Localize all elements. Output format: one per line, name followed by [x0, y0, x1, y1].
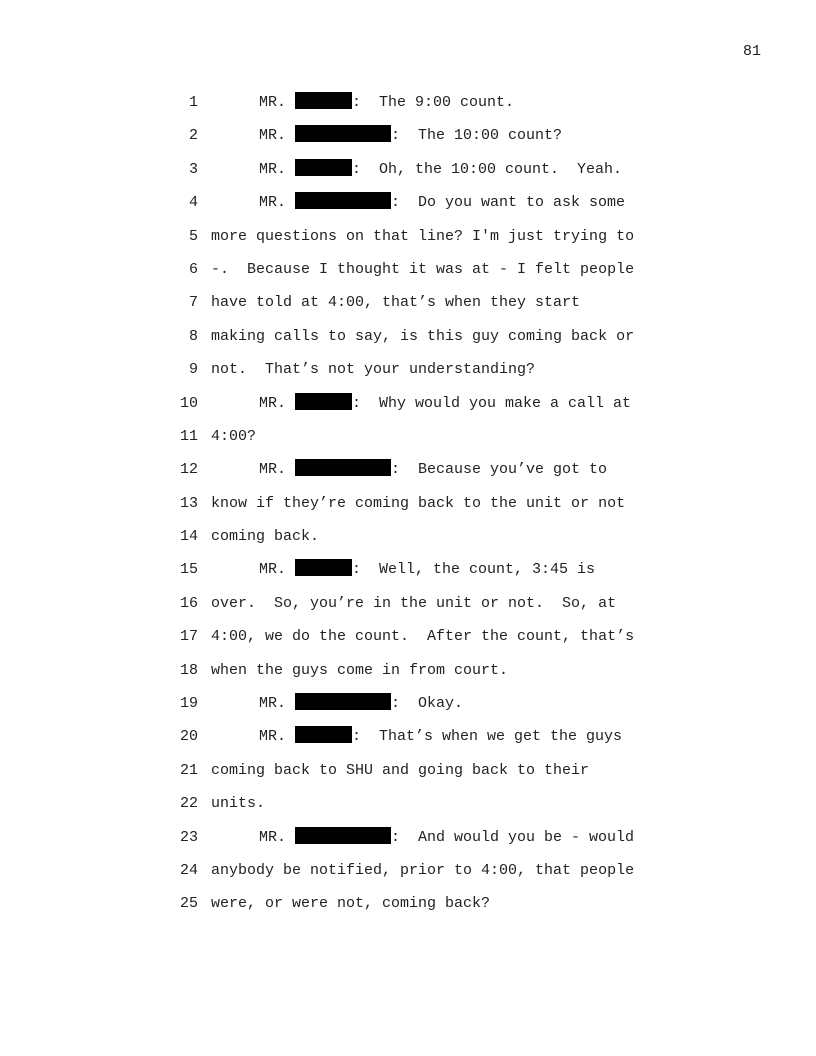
transcript-line	[0, 887, 816, 920]
redaction-box	[295, 559, 352, 576]
line-number: 18	[179, 661, 198, 679]
line-number: 6	[188, 260, 198, 278]
spoken-text: : Because you’ve got to	[391, 461, 608, 479]
line-text	[211, 86, 514, 119]
line-number: 14	[179, 528, 198, 546]
line-number: 13	[179, 494, 198, 512]
line-number: 10	[179, 394, 198, 412]
spoken-text: : Well, the count, 3:45 is	[352, 561, 596, 579]
redaction-box	[295, 459, 391, 476]
speaker-label: MR.	[259, 828, 287, 846]
spoken-text: : The 9:00 count.	[352, 94, 515, 111]
line-text	[211, 587, 616, 620]
transcript-line	[0, 353, 816, 386]
line-number: 24	[179, 861, 198, 879]
transcript-line	[0, 253, 816, 286]
line-text	[211, 754, 589, 787]
line-text	[211, 720, 622, 753]
line-text	[211, 620, 634, 653]
line-text	[211, 553, 595, 586]
redaction-box	[295, 92, 352, 109]
redaction-box	[295, 159, 352, 176]
spoken-text: -. Because I thought it was at - I felt people	[211, 260, 635, 278]
line-text	[211, 153, 622, 186]
transcript-line	[0, 286, 816, 319]
transcript-line	[0, 453, 816, 486]
line-number: 25	[179, 895, 198, 913]
line-number: 17	[179, 628, 198, 646]
spoken-text: : And would you be - would	[391, 828, 635, 846]
transcript-line	[0, 654, 816, 687]
line-number: 7	[188, 294, 198, 312]
line-number: 16	[179, 594, 198, 612]
line-text	[211, 887, 490, 920]
line-number: 1	[188, 94, 198, 111]
line-number: 2	[188, 127, 198, 145]
spoken-text: coming back.	[211, 528, 320, 546]
speaker-label: MR.	[259, 94, 287, 111]
transcript-line	[0, 119, 816, 152]
redaction-box	[295, 192, 391, 209]
speaker-label: MR.	[259, 127, 287, 145]
spoken-text: : Why would you make a call at	[352, 394, 632, 412]
line-text	[211, 687, 463, 720]
spoken-text: : Do you want to ask some	[391, 194, 626, 212]
line-text	[211, 520, 319, 553]
transcript-line	[0, 553, 816, 586]
transcript-line	[0, 720, 816, 753]
line-text	[211, 821, 634, 854]
line-text	[211, 286, 580, 319]
spoken-text: : Okay.	[391, 695, 464, 713]
line-text	[211, 787, 265, 820]
speaker-label: MR.	[259, 695, 287, 713]
transcript-line	[0, 86, 816, 119]
transcript-line	[0, 821, 816, 854]
line-text	[211, 487, 625, 520]
transcript-line	[0, 687, 816, 720]
spoken-text: : The 10:00 count?	[391, 127, 563, 145]
redaction-box	[295, 693, 391, 710]
spoken-text: were, or were not, coming back?	[211, 895, 491, 913]
transcript-line	[0, 186, 816, 219]
line-number: 4	[188, 194, 198, 212]
line-text	[211, 353, 535, 386]
line-number: 12	[179, 461, 198, 479]
redaction-box	[295, 827, 391, 844]
spoken-text: over. So, you’re in the unit or not. So, at	[211, 594, 617, 612]
line-number: 11	[179, 427, 198, 445]
speaker-label: MR.	[259, 461, 287, 479]
line-text	[211, 420, 256, 453]
line-text	[211, 320, 634, 353]
line-text	[211, 387, 631, 420]
spoken-text: : That’s when we get the guys	[352, 728, 623, 746]
spoken-text: : Oh, the 10:00 count. Yeah.	[352, 160, 623, 178]
spoken-text: not. That’s not your understanding?	[211, 361, 536, 379]
line-text	[211, 253, 634, 286]
transcript-line	[0, 754, 816, 787]
transcript-body	[0, 86, 816, 921]
spoken-text: have told at 4:00, that’s when they start	[211, 294, 581, 312]
spoken-text: anybody be notified, prior to 4:00, that people	[211, 861, 635, 879]
line-text	[211, 186, 625, 219]
transcript-line	[0, 153, 816, 186]
speaker-label: MR.	[259, 394, 287, 412]
transcript-line	[0, 420, 816, 453]
spoken-text: 4:00?	[211, 427, 257, 445]
transcript-line	[0, 387, 816, 420]
line-number: 5	[188, 227, 198, 245]
line-number: 15	[179, 561, 198, 579]
line-text	[211, 654, 508, 687]
line-text	[211, 453, 607, 486]
line-text	[211, 854, 634, 887]
speaker-label: MR.	[259, 561, 287, 579]
line-number: 20	[179, 728, 198, 746]
spoken-text: more questions on that line? I'm just trying to	[211, 227, 635, 245]
transcript-line	[0, 587, 816, 620]
line-number: 21	[179, 761, 198, 779]
line-text	[211, 119, 562, 152]
spoken-text: 4:00, we do the count. After the count, that’s	[211, 628, 635, 646]
transcript-line	[0, 854, 816, 887]
line-number: 23	[179, 828, 198, 846]
spoken-text: know if they’re coming back to the unit or not	[211, 494, 626, 512]
transcript-line	[0, 787, 816, 820]
line-number: 22	[179, 795, 198, 813]
redaction-box	[295, 125, 391, 142]
transcript-line	[0, 487, 816, 520]
speaker-label: MR.	[259, 194, 287, 212]
page-number: 81	[742, 43, 761, 60]
line-number: 8	[188, 327, 198, 345]
line-number: 3	[188, 160, 198, 178]
line-number: 9	[188, 361, 198, 379]
redaction-box	[295, 393, 352, 410]
transcript-line	[0, 320, 816, 353]
line-number: 19	[179, 695, 198, 713]
speaker-label: MR.	[259, 728, 287, 746]
transcript-line	[0, 220, 816, 253]
transcript-line	[0, 520, 816, 553]
spoken-text: making calls to say, is this guy coming back or	[211, 327, 635, 345]
speaker-label: MR.	[259, 160, 287, 178]
redaction-box	[295, 726, 352, 743]
spoken-text: coming back to SHU and going back to their	[211, 761, 590, 779]
spoken-text: when the guys come in from court.	[211, 661, 509, 679]
line-text	[211, 220, 634, 253]
spoken-text: units.	[211, 795, 266, 813]
transcript-line	[0, 620, 816, 653]
